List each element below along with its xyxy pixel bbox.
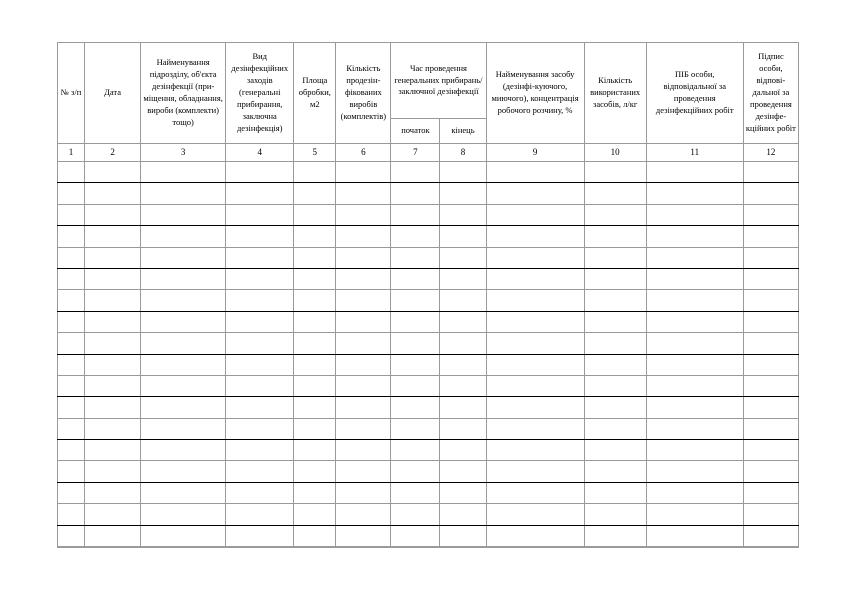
empty-cell <box>440 247 486 268</box>
empty-cell <box>294 290 336 311</box>
empty-cell <box>440 482 486 503</box>
empty-cell <box>336 311 391 332</box>
empty-cell <box>58 440 85 461</box>
empty-cell <box>141 397 226 418</box>
empty-cell <box>141 290 226 311</box>
empty-cell <box>646 482 743 503</box>
empty-cell <box>336 268 391 289</box>
empty-cell <box>391 354 440 375</box>
empty-cell <box>486 204 584 225</box>
column-number: 4 <box>226 144 294 162</box>
header-signature: Підпис особи, відпові-дальної за проведення дезінфе-кційних робіт <box>743 43 798 144</box>
empty-cell <box>391 461 440 482</box>
empty-cell <box>486 504 584 525</box>
empty-cell <box>486 311 584 332</box>
empty-cell <box>584 504 646 525</box>
empty-cell <box>226 525 294 546</box>
empty-cell <box>294 333 336 354</box>
empty-cell <box>58 333 85 354</box>
empty-cell <box>85 333 141 354</box>
empty-cell <box>646 204 743 225</box>
empty-cell <box>743 397 798 418</box>
empty-cell <box>743 311 798 332</box>
table-row <box>58 183 799 204</box>
header-area: Площа обробки, м2 <box>294 43 336 144</box>
empty-cell <box>486 162 584 183</box>
empty-cell <box>646 354 743 375</box>
empty-cell <box>85 354 141 375</box>
empty-cell <box>440 204 486 225</box>
empty-cell <box>486 268 584 289</box>
empty-cell <box>584 290 646 311</box>
header-agents-used: Кількість використаних засобів, л/кг <box>584 43 646 144</box>
column-number: 5 <box>294 144 336 162</box>
empty-cell <box>391 418 440 439</box>
empty-cell <box>336 461 391 482</box>
empty-cell <box>141 354 226 375</box>
empty-cell <box>141 247 226 268</box>
empty-cell <box>486 397 584 418</box>
empty-cell <box>743 268 798 289</box>
empty-cell <box>294 247 336 268</box>
empty-cell <box>226 504 294 525</box>
empty-cell <box>294 504 336 525</box>
empty-cell <box>141 461 226 482</box>
column-number: 10 <box>584 144 646 162</box>
empty-cell <box>85 162 141 183</box>
empty-cell <box>584 311 646 332</box>
empty-cell <box>584 162 646 183</box>
empty-cell <box>336 418 391 439</box>
empty-cell <box>646 247 743 268</box>
table-row <box>58 482 799 503</box>
empty-cell <box>336 183 391 204</box>
empty-cell <box>141 204 226 225</box>
column-number: 7 <box>391 144 440 162</box>
empty-cell <box>226 183 294 204</box>
empty-cell <box>486 354 584 375</box>
empty-cell <box>391 183 440 204</box>
empty-cell <box>440 525 486 546</box>
empty-cell <box>58 268 85 289</box>
empty-cell <box>141 482 226 503</box>
empty-cell <box>391 311 440 332</box>
empty-cell <box>584 183 646 204</box>
empty-cell <box>391 290 440 311</box>
empty-cell <box>85 440 141 461</box>
empty-cell <box>58 290 85 311</box>
empty-cell <box>646 311 743 332</box>
empty-cell <box>336 397 391 418</box>
empty-cell <box>743 375 798 396</box>
empty-cell <box>584 397 646 418</box>
empty-cell <box>294 418 336 439</box>
empty-cell <box>646 440 743 461</box>
table-row <box>58 204 799 225</box>
empty-cell <box>440 354 486 375</box>
empty-cell <box>743 354 798 375</box>
table-row <box>58 504 799 525</box>
empty-cell <box>58 418 85 439</box>
empty-cell <box>646 290 743 311</box>
empty-cell <box>743 247 798 268</box>
column-number: 3 <box>141 144 226 162</box>
empty-cell <box>743 333 798 354</box>
empty-cell <box>85 247 141 268</box>
column-number: 8 <box>440 144 486 162</box>
empty-cell <box>440 504 486 525</box>
empty-cell <box>743 525 798 546</box>
empty-cell <box>743 504 798 525</box>
empty-cell <box>141 162 226 183</box>
empty-cell <box>226 440 294 461</box>
empty-cell <box>486 418 584 439</box>
empty-cell <box>440 397 486 418</box>
table-header <box>58 43 799 162</box>
column-number: 6 <box>336 144 391 162</box>
table-row <box>58 375 799 396</box>
empty-cell <box>391 333 440 354</box>
empty-cell <box>58 397 85 418</box>
disinfection-log-table <box>57 42 799 548</box>
empty-cell <box>646 525 743 546</box>
empty-cell <box>440 226 486 247</box>
header-date: Дата <box>85 43 141 144</box>
empty-cell <box>294 461 336 482</box>
empty-cell <box>58 482 85 503</box>
header-responsible-name: ПІБ особи, відповідальної за проведення дезінфекційних робіт <box>646 43 743 144</box>
header-row-main <box>58 43 799 119</box>
empty-cell <box>743 290 798 311</box>
empty-cell <box>141 525 226 546</box>
empty-cell <box>646 333 743 354</box>
empty-cell <box>584 482 646 503</box>
empty-cell <box>226 162 294 183</box>
empty-cell <box>226 354 294 375</box>
table-row <box>58 418 799 439</box>
empty-cell <box>294 204 336 225</box>
empty-cell <box>294 183 336 204</box>
empty-cell <box>294 397 336 418</box>
empty-cell <box>336 482 391 503</box>
empty-cell <box>85 418 141 439</box>
empty-cell <box>226 247 294 268</box>
empty-cell <box>294 482 336 503</box>
empty-cell <box>440 268 486 289</box>
empty-cell <box>141 311 226 332</box>
empty-cell <box>336 504 391 525</box>
empty-cell <box>226 397 294 418</box>
empty-cell <box>486 226 584 247</box>
empty-cell <box>486 482 584 503</box>
empty-cell <box>294 354 336 375</box>
empty-cell <box>226 290 294 311</box>
empty-cell <box>440 418 486 439</box>
empty-cell <box>646 226 743 247</box>
column-number-row <box>58 144 799 162</box>
empty-cell <box>141 440 226 461</box>
header-time-group: Час проведення генеральних прибирань/ заключної дезінфекції <box>391 43 486 119</box>
header-items-count: Кількість продезін-фікованих виробів (комплектів) <box>336 43 391 144</box>
empty-cell <box>141 333 226 354</box>
empty-cell <box>336 440 391 461</box>
empty-cell <box>743 440 798 461</box>
empty-cell <box>85 204 141 225</box>
empty-cell <box>85 375 141 396</box>
column-number: 9 <box>486 144 584 162</box>
empty-cell <box>584 461 646 482</box>
header-time-start: початок <box>391 119 440 144</box>
empty-cell <box>336 204 391 225</box>
empty-cell <box>336 354 391 375</box>
empty-cell <box>294 162 336 183</box>
empty-cell <box>58 461 85 482</box>
empty-cell <box>391 247 440 268</box>
empty-cell <box>141 183 226 204</box>
empty-cell <box>440 461 486 482</box>
table-body <box>58 162 799 547</box>
empty-cell <box>85 482 141 503</box>
empty-cell <box>85 461 141 482</box>
column-number: 12 <box>743 144 798 162</box>
empty-cell <box>584 333 646 354</box>
empty-cell <box>141 375 226 396</box>
empty-cell <box>294 226 336 247</box>
table-row <box>58 162 799 183</box>
table-row <box>58 226 799 247</box>
empty-cell <box>58 247 85 268</box>
empty-cell <box>85 504 141 525</box>
table-row <box>58 311 799 332</box>
empty-cell <box>646 268 743 289</box>
table-row <box>58 268 799 289</box>
empty-cell <box>584 418 646 439</box>
empty-cell <box>85 226 141 247</box>
empty-cell <box>646 397 743 418</box>
empty-cell <box>486 247 584 268</box>
empty-cell <box>336 290 391 311</box>
empty-cell <box>336 162 391 183</box>
empty-cell <box>294 525 336 546</box>
empty-cell <box>336 247 391 268</box>
empty-cell <box>85 397 141 418</box>
table-row <box>58 397 799 418</box>
empty-cell <box>486 333 584 354</box>
header-measure-type: Вид дезінфекційних заходів (генеральні прибирання, заключна дезінфекція) <box>226 43 294 144</box>
empty-cell <box>226 226 294 247</box>
empty-cell <box>584 354 646 375</box>
empty-cell <box>440 440 486 461</box>
empty-cell <box>391 397 440 418</box>
empty-cell <box>646 461 743 482</box>
empty-cell <box>440 375 486 396</box>
empty-cell <box>58 354 85 375</box>
empty-cell <box>141 268 226 289</box>
empty-cell <box>58 525 85 546</box>
empty-cell <box>743 183 798 204</box>
empty-cell <box>391 226 440 247</box>
empty-cell <box>294 268 336 289</box>
table-row <box>58 525 799 546</box>
empty-cell <box>85 183 141 204</box>
empty-cell <box>646 375 743 396</box>
empty-cell <box>486 525 584 546</box>
empty-cell <box>58 311 85 332</box>
empty-cell <box>486 375 584 396</box>
table-row <box>58 333 799 354</box>
empty-cell <box>58 162 85 183</box>
empty-cell <box>440 162 486 183</box>
empty-cell <box>391 204 440 225</box>
empty-cell <box>646 183 743 204</box>
empty-cell <box>584 204 646 225</box>
empty-cell <box>58 204 85 225</box>
empty-cell <box>141 504 226 525</box>
empty-cell <box>391 525 440 546</box>
empty-cell <box>391 375 440 396</box>
empty-cell <box>646 504 743 525</box>
empty-cell <box>646 418 743 439</box>
header-unit-object: Найменування підрозділу, об'єкта дезінфекції (при-міщення, обладнання, вироби (комплекти) тощо) <box>141 43 226 144</box>
table-row <box>58 247 799 268</box>
table-row <box>58 461 799 482</box>
empty-cell <box>226 204 294 225</box>
empty-cell <box>226 333 294 354</box>
empty-cell <box>141 226 226 247</box>
empty-cell <box>141 418 226 439</box>
empty-cell <box>391 440 440 461</box>
empty-cell <box>584 226 646 247</box>
empty-cell <box>336 525 391 546</box>
empty-cell <box>743 482 798 503</box>
empty-cell <box>486 461 584 482</box>
empty-cell <box>743 461 798 482</box>
empty-cell <box>294 311 336 332</box>
empty-cell <box>743 204 798 225</box>
empty-cell <box>58 226 85 247</box>
empty-cell <box>743 418 798 439</box>
empty-cell <box>85 268 141 289</box>
column-number: 11 <box>646 144 743 162</box>
table-row <box>58 290 799 311</box>
empty-cell <box>440 290 486 311</box>
empty-cell <box>336 226 391 247</box>
empty-cell <box>294 375 336 396</box>
empty-cell <box>391 162 440 183</box>
header-agent-name: Найменування засобу (дезінфі-куючого, миючого), концентрація робочого розчину, % <box>486 43 584 144</box>
empty-cell <box>58 375 85 396</box>
empty-cell <box>226 461 294 482</box>
table-row <box>58 440 799 461</box>
empty-cell <box>391 482 440 503</box>
empty-cell <box>646 162 743 183</box>
empty-cell <box>440 311 486 332</box>
empty-cell <box>584 375 646 396</box>
empty-cell <box>226 418 294 439</box>
header-number: № з/п <box>58 43 85 144</box>
column-number: 2 <box>85 144 141 162</box>
empty-cell <box>226 268 294 289</box>
empty-cell <box>391 504 440 525</box>
empty-cell <box>743 162 798 183</box>
empty-cell <box>85 311 141 332</box>
column-number: 1 <box>58 144 85 162</box>
empty-cell <box>486 440 584 461</box>
empty-cell <box>85 290 141 311</box>
empty-cell <box>336 375 391 396</box>
empty-cell <box>336 333 391 354</box>
empty-cell <box>440 333 486 354</box>
empty-cell <box>584 525 646 546</box>
empty-cell <box>440 183 486 204</box>
empty-cell <box>226 482 294 503</box>
empty-cell <box>584 268 646 289</box>
empty-cell <box>486 183 584 204</box>
empty-cell <box>85 525 141 546</box>
empty-cell <box>226 375 294 396</box>
empty-cell <box>391 268 440 289</box>
empty-cell <box>58 183 85 204</box>
empty-cell <box>584 440 646 461</box>
empty-cell <box>226 311 294 332</box>
empty-cell <box>294 440 336 461</box>
empty-cell <box>58 504 85 525</box>
empty-cell <box>584 247 646 268</box>
table-row <box>58 354 799 375</box>
empty-cell <box>743 226 798 247</box>
empty-cell <box>486 290 584 311</box>
header-time-end: кінець <box>440 119 486 144</box>
